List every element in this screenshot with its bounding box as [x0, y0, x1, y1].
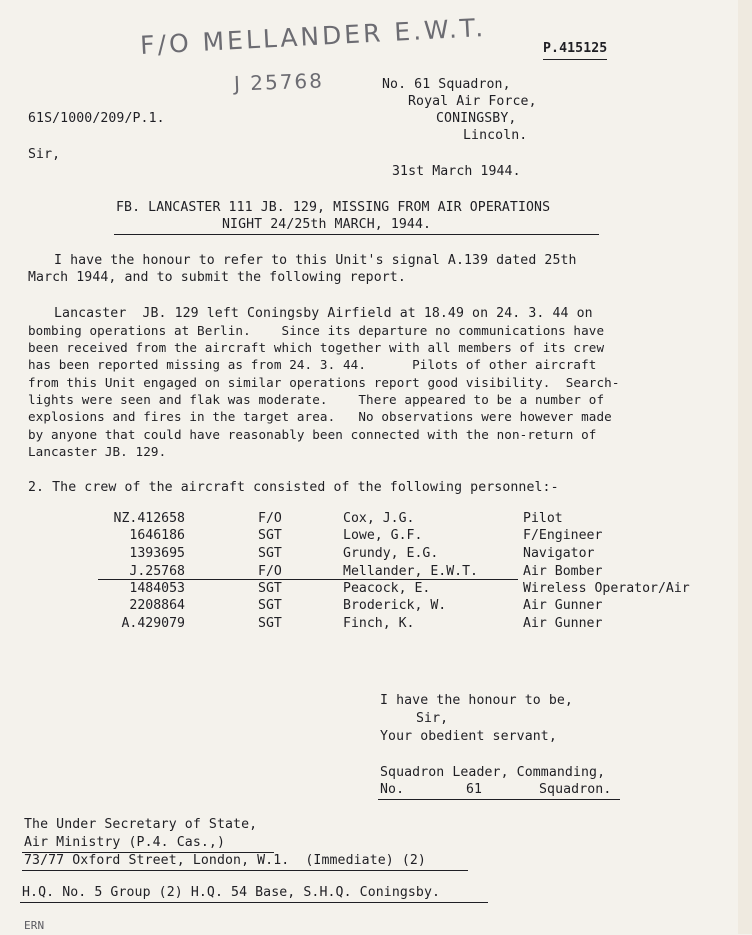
typist-initials: ERN: [24, 919, 45, 932]
crew-row: [0, 527, 752, 545]
crew-number: 1646186: [129, 528, 185, 543]
crew-rank: F/O: [258, 564, 282, 579]
recipient-line-2: Air Ministry (P.4. Cas.,): [24, 835, 225, 850]
crew-rank: SGT: [258, 598, 282, 613]
copies-underline: [20, 902, 488, 903]
para1-line-1: I have the honour to refer to this Unit's signal A.139 dated 25th: [54, 253, 577, 268]
crew-row: [0, 597, 752, 615]
signature-no-label: No.: [380, 782, 405, 797]
crew-number: J.25768: [129, 564, 185, 579]
crew-role: Pilot: [523, 511, 563, 526]
para2-line-8: by anyone that could have reasonably been connected with the non-return of: [28, 427, 597, 442]
letter-date: 31st March 1944.: [392, 164, 521, 179]
para2-line-6: lights were seen and flak was moderate. There appeared to be a number of: [28, 392, 605, 407]
crew-intro: 2. The crew of the aircraft consisted of the following personnel:-: [28, 480, 559, 495]
crew-role: Wireless Operator/Air: [523, 581, 690, 596]
para2-line-1: Lancaster JB. 129 left Coningsby Airfield at 18.49 on 24. 3. 44 on: [54, 306, 593, 321]
crew-rank: F/O: [258, 511, 282, 526]
crew-number: 1484053: [129, 581, 185, 596]
address-line-3: CONINGSBY,: [436, 111, 517, 126]
crew-role: Air Gunner: [523, 598, 603, 613]
crew-name: Mellander, E.W.T.: [343, 564, 478, 579]
crew-rank: SGT: [258, 581, 282, 596]
subject-line-1: FB. LANCASTER 111 JB. 129, MISSING FROM AIR OPERATIONS: [116, 200, 551, 215]
crew-rank: SGT: [258, 616, 282, 631]
crew-row: [0, 545, 752, 563]
subject-line-2: NIGHT 24/25th MARCH, 1944.: [222, 217, 432, 232]
recipient-underline-2: [22, 870, 468, 871]
crew-number: 2208864: [129, 598, 185, 613]
letter-reference: 61S/1000/209/P.1.: [28, 111, 165, 126]
crew-row: [0, 510, 752, 528]
paper-edge: [738, 0, 752, 934]
file-reference: P.415125: [543, 40, 607, 60]
crew-row: [0, 615, 752, 633]
crew-role: Navigator: [523, 546, 595, 561]
crew-name: Grundy, E.G.: [343, 546, 439, 561]
crew-name: Cox, J.G.: [343, 511, 415, 526]
salutation: Sir,: [28, 147, 61, 162]
crew-number: 1393695: [129, 546, 185, 561]
para2-line-9: Lancaster JB. 129.: [28, 444, 167, 459]
signature-squadron-number: 61: [466, 782, 483, 797]
para1-line-2: March 1944, and to submit the following report.: [28, 270, 406, 285]
crew-name: Lowe, G.F.: [343, 528, 423, 543]
signature-squadron-label: Squadron.: [539, 782, 612, 797]
address-line-2: Royal Air Force,: [408, 94, 537, 109]
crew-role: Air Bomber: [523, 564, 603, 579]
closing-line-1: I have the honour to be,: [380, 693, 573, 708]
crew-name: Peacock, E.: [343, 581, 431, 596]
crew-number: NZ.412658: [113, 511, 185, 526]
handwritten-name: F/O MELLANDER E.W.T.: [139, 12, 487, 61]
para2-line-5: from this Unit engaged on similar operations report good visibility. Search-: [28, 375, 620, 390]
crew-row: [0, 580, 752, 598]
address-line-1: No. 61 Squadron,: [382, 77, 511, 92]
closing-line-3: Your obedient servant,: [380, 729, 557, 744]
crew-rank: SGT: [258, 528, 282, 543]
crew-role: Air Gunner: [523, 616, 603, 631]
crew-name: Finch, K.: [343, 616, 415, 631]
para2-line-3: been received from the aircraft which together with all members of its crew: [28, 340, 605, 355]
recipient-line-3: 73/77 Oxford Street, London, W.1. (Immediate) (2): [24, 853, 426, 868]
crew-role: F/Engineer: [523, 528, 603, 543]
signature-underline: [378, 799, 620, 800]
crew-number: A.429079: [121, 616, 185, 631]
closing-line-2: Sir,: [416, 711, 449, 726]
signature-title: Squadron Leader, Commanding,: [380, 765, 606, 780]
address-line-4: Lincoln.: [463, 128, 528, 143]
recipient-underline-1: [22, 852, 274, 853]
para2-line-4: has been reported missing as from 24. 3. 44. Pilots of other aircraft: [28, 357, 597, 372]
recipient-line-1: The Under Secretary of State,: [24, 817, 258, 832]
crew-name: Broderick, W.: [343, 598, 447, 613]
para2-line-7: explosions and fires in the target area. No observations were however made: [28, 409, 612, 424]
subject-underline: [114, 234, 599, 235]
para2-line-2: bombing operations at Berlin. Since its departure no communications have: [28, 323, 605, 338]
copy-distribution: H.Q. No. 5 Group (2) H.Q. 54 Base, S.H.Q. Coningsby.: [22, 885, 441, 900]
handwritten-service-number: J 25768: [233, 68, 325, 96]
crew-rank: SGT: [258, 546, 282, 561]
